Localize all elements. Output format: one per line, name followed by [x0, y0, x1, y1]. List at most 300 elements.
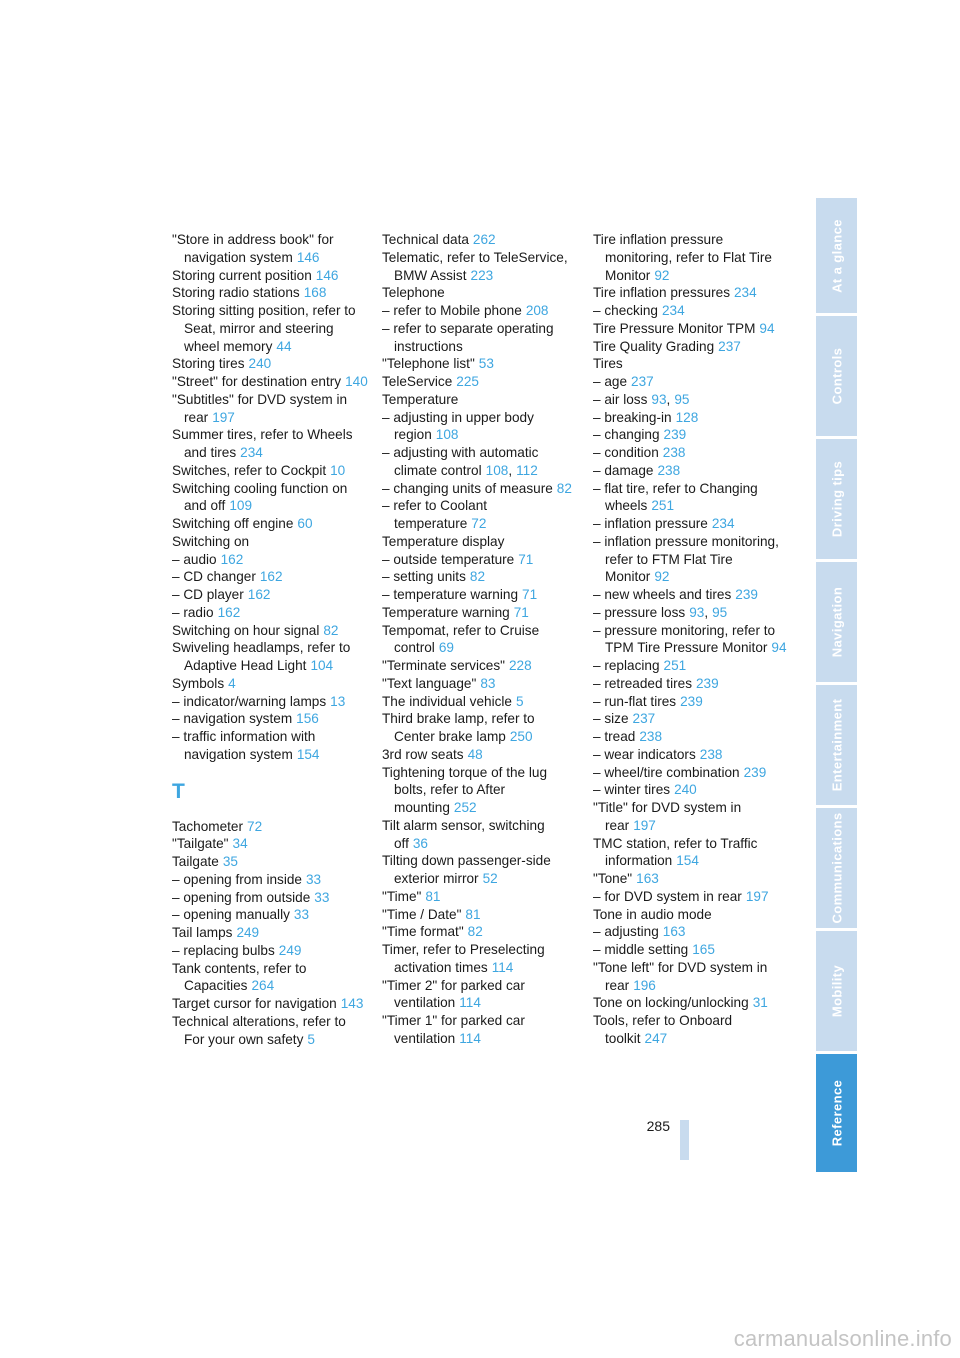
page-reference-link[interactable]: 234	[662, 303, 685, 318]
page-reference-link[interactable]: 108	[435, 427, 459, 443]
index-term: – winter tires	[593, 782, 671, 798]
index-term: Tailgate	[172, 854, 219, 869]
index-entry	[593, 781, 789, 799]
page-reference-link[interactable]: 83	[480, 675, 496, 691]
index-term: "Street" for destination entry	[172, 374, 342, 389]
page-reference-link[interactable]: 140	[345, 374, 368, 389]
index-entry	[593, 693, 789, 711]
page-reference-link[interactable]: 247	[644, 1030, 668, 1046]
index-term: – indicator/warning lamps	[172, 693, 327, 709]
page-reference-link[interactable]: 93	[651, 391, 667, 407]
index-entry	[382, 409, 578, 445]
page-reference-link[interactable]: 238	[699, 746, 723, 762]
index-entry	[382, 888, 578, 906]
page-reference-link[interactable]: 165	[692, 942, 715, 957]
chapter-tab-controls[interactable]	[816, 316, 857, 436]
page-reference-link[interactable]: 162	[220, 551, 244, 567]
page-reference-link[interactable]: 71	[518, 551, 534, 567]
index-entry	[172, 302, 368, 355]
chapter-tab-at-a-glance[interactable]	[816, 198, 857, 313]
index-entry	[172, 960, 368, 996]
page-reference-link[interactable]: 251	[663, 658, 687, 673]
page-reference-link[interactable]: 128	[675, 409, 699, 425]
page-reference-link[interactable]: 112	[516, 462, 538, 478]
index-entry	[593, 728, 789, 746]
index-term: TeleService	[382, 374, 453, 389]
page-reference-link[interactable]: 197	[212, 409, 235, 425]
index-term: – refer to Mobile phone	[382, 303, 522, 318]
page-reference-link[interactable]: 225	[456, 374, 479, 389]
index-term: Storing tires	[172, 356, 245, 372]
page-reference-link[interactable]: 162	[259, 569, 283, 585]
index-term: – checking	[593, 303, 658, 318]
page-reference-link[interactable]: 94	[759, 320, 775, 336]
chapter-tab-driving-tips[interactable]	[816, 439, 857, 559]
index-term: "Timer 2" for parked car ventilation	[382, 977, 525, 1011]
page-reference-link[interactable]: 234	[240, 445, 263, 460]
index-term: Telephone	[382, 285, 445, 301]
page-reference-link[interactable]: 44	[276, 338, 292, 354]
index-entry	[593, 302, 789, 320]
index-entry	[172, 267, 368, 285]
page-reference-link[interactable]: 13	[330, 693, 346, 709]
index-term: – opening from inside	[172, 871, 302, 887]
page-reference-link[interactable]: 114	[459, 1030, 481, 1046]
index-term: Tires	[593, 356, 623, 372]
index-entry	[382, 675, 578, 693]
page-reference-link[interactable]: 239	[680, 693, 703, 709]
index-term: Switching on	[172, 533, 250, 549]
page-reference-link[interactable]: 154	[676, 853, 699, 869]
page-reference-link[interactable]: 250	[509, 729, 533, 744]
index-term: – pressure loss	[593, 604, 686, 620]
index-entry	[382, 923, 578, 941]
index-entry	[172, 942, 368, 960]
index-term: 3rd row seats	[382, 746, 464, 762]
chapter-tab-reference[interactable]	[816, 1054, 857, 1172]
page-reference-link[interactable]: 114	[491, 959, 514, 975]
index-entry	[172, 639, 368, 675]
index-term: "Tone"	[593, 871, 633, 886]
index-entry	[172, 586, 368, 604]
page-reference-link[interactable]: 72	[471, 516, 487, 531]
page-reference-link[interactable]: 156	[296, 711, 319, 727]
index-entry	[172, 231, 368, 267]
page-reference-link[interactable]: 31	[752, 995, 768, 1011]
index-term: – navigation system	[172, 711, 293, 727]
watermark: carmanualsonline.info	[733, 1326, 952, 1351]
page-reference-link[interactable]: 48	[467, 746, 483, 762]
index-entry	[172, 1013, 368, 1049]
index-entry	[172, 728, 368, 764]
page-reference-link[interactable]: 10	[330, 462, 346, 478]
page-reference-link[interactable]: 146	[315, 267, 339, 283]
index-term: Symbols	[172, 675, 225, 691]
index-entry	[382, 373, 578, 391]
index-entry	[593, 764, 789, 782]
index-entry	[382, 497, 578, 533]
index-entry	[172, 533, 368, 551]
chapter-tab-entertainment[interactable]	[816, 685, 857, 805]
index-term: – inflation pressure monitoring, refer to FTM Flat Tire Monitor	[593, 533, 779, 585]
index-entry	[172, 818, 368, 836]
index-term: Temperature display	[382, 533, 505, 549]
index-term: – for DVD system in rear	[593, 888, 742, 904]
chapter-tab-label: Reference	[829, 1079, 844, 1147]
index-entry	[382, 693, 578, 711]
page-reference-link[interactable]: 264	[251, 978, 275, 994]
page-reference-link[interactable]: 168	[303, 285, 327, 301]
chapter-tab-communications[interactable]	[816, 808, 857, 928]
index-entry	[172, 710, 368, 728]
page-reference-link[interactable]: 228	[508, 658, 532, 673]
page-reference-link[interactable]: 114	[459, 995, 481, 1011]
index-term: Telematic, refer to TeleService, BMW Assist	[382, 249, 568, 283]
chapter-tab-label: At a glance	[829, 218, 844, 293]
index-term: Tempomat, refer to Cruise control	[382, 622, 540, 656]
page-reference-link[interactable]: 197	[633, 817, 656, 833]
page-reference-link[interactable]: 238	[662, 445, 686, 460]
index-term: – flat tire, refer to Changing wheels	[593, 480, 758, 514]
index-term: Tightening torque of the lug bolts, refer to After mounting	[382, 764, 548, 815]
index-term: "Terminate services"	[382, 658, 505, 673]
page-number-bar	[680, 1120, 689, 1160]
index-entry	[593, 533, 789, 586]
page-reference-link[interactable]: 104	[310, 658, 334, 673]
chapter-tab-label: Communications	[829, 812, 844, 924]
index-term: – adjusting in upper body region	[382, 409, 534, 443]
index-entry	[382, 231, 578, 249]
index-entry	[593, 906, 789, 924]
page-reference-link[interactable]: 234	[711, 516, 735, 531]
chapter-tabs	[816, 198, 857, 1175]
page-reference-link[interactable]: 239	[696, 675, 719, 691]
index-term: – audio	[172, 551, 217, 567]
index-term: – CD player	[172, 587, 244, 602]
index-term: Tire inflation pressures	[593, 285, 730, 301]
page-reference-link[interactable]: 72	[247, 818, 263, 834]
index-term: – CD changer	[172, 569, 256, 585]
index-term: "Tailgate"	[172, 836, 229, 852]
page-reference-link[interactable]: 92	[654, 267, 670, 283]
page-reference-link[interactable]: 93	[689, 604, 705, 620]
index-entry	[172, 835, 368, 853]
page-reference-link[interactable]: 163	[636, 871, 659, 886]
index-entry	[172, 426, 368, 462]
index-term: Tilting down passenger-side exterior mirror	[382, 853, 551, 886]
page-reference-link[interactable]: 240	[674, 782, 697, 798]
index-entry	[593, 426, 789, 444]
index-entry	[382, 657, 578, 675]
index-term: – traffic information with navigation system	[172, 729, 316, 762]
index-term: – wear indicators	[593, 746, 696, 762]
index-entry	[593, 373, 789, 391]
page-ref-separator: ,	[666, 391, 671, 407]
page-reference-link[interactable]: 237	[631, 374, 654, 389]
index-entry	[593, 835, 789, 871]
index-entry	[382, 746, 578, 764]
index-term: – outside temperature	[382, 551, 515, 567]
index-entry	[382, 941, 578, 977]
index-term: Technical alterations, refer to For your own safety	[172, 1013, 346, 1047]
index-term: – age	[593, 374, 628, 389]
index-entry	[172, 871, 368, 889]
index-term: "Store in address book" for navigation system	[172, 232, 334, 265]
page-reference-link[interactable]: 82	[467, 924, 483, 940]
index-term: – refer to Coolant temperature	[382, 498, 488, 531]
index-entry	[593, 710, 789, 728]
page-reference-link[interactable]: 52	[482, 871, 498, 886]
page-reference-link[interactable]: 92	[654, 569, 670, 585]
index-term: – middle setting	[593, 942, 689, 957]
index-term: – inflation pressure	[593, 516, 708, 531]
index-entry	[172, 604, 368, 622]
index-entry	[382, 249, 578, 285]
index-entry	[382, 622, 578, 658]
index-entry	[593, 515, 789, 533]
index-term: – damage	[593, 462, 654, 478]
index-entry	[382, 284, 578, 302]
index-term: "Subtitles" for DVD system in rear	[172, 391, 348, 425]
page-reference-link[interactable]: 5	[515, 693, 524, 709]
index-entry	[172, 373, 368, 391]
index-entry	[382, 764, 578, 817]
index-term: – air loss	[593, 391, 648, 407]
page-reference-link[interactable]: 5	[307, 1031, 315, 1047]
index-entry	[593, 231, 789, 284]
index-entry	[593, 1012, 789, 1048]
page-reference-link[interactable]: 234	[734, 285, 757, 301]
index-entry	[593, 284, 789, 302]
index-term: Tire Quality Grading	[593, 338, 715, 354]
index-entries-s	[172, 231, 368, 764]
page-reference-link[interactable]: 237	[632, 711, 656, 727]
index-term: "Time format"	[382, 924, 464, 940]
index-term: – adjusting with automatic climate control	[382, 445, 539, 478]
index-entry	[382, 817, 578, 853]
index-entry	[382, 977, 578, 1013]
index-term: – wheel/tire combination	[593, 764, 740, 780]
index-entry	[593, 675, 789, 693]
index-entry	[593, 994, 789, 1012]
page-reference-link[interactable]: 251	[651, 498, 675, 514]
page-reference-link[interactable]: 33	[293, 907, 310, 923]
index-term: Tire Pressure Monitor TPM	[593, 320, 756, 336]
page-reference-link[interactable]: 4	[228, 675, 236, 691]
page-reference-link[interactable]: 237	[718, 338, 741, 354]
page-reference-link[interactable]: 33	[305, 871, 322, 887]
index-term: Storing radio stations	[172, 285, 300, 301]
index-entry	[172, 693, 368, 711]
index-term: – refer to separate operating instructions	[382, 320, 554, 354]
index-term: "Tone left" for DVD system in rear	[593, 959, 768, 993]
index-term: – replacing bulbs	[172, 942, 275, 958]
index-entry	[593, 746, 789, 764]
index-column-1	[172, 231, 368, 1048]
index-entry	[382, 604, 578, 622]
page-reference-link[interactable]: 197	[745, 888, 769, 904]
index-entry	[172, 355, 368, 373]
index-term: Switches, refer to Cockpit	[172, 462, 327, 478]
page-reference-link[interactable]: 196	[633, 977, 656, 993]
index-term: – temperature warning	[382, 587, 519, 602]
index-term: Tire inflation pressure monitoring, refer to Flat Tire Monitor	[593, 232, 772, 283]
index-term: Storing current position	[172, 267, 312, 283]
page-reference-link[interactable]: 71	[513, 604, 529, 620]
index-entry	[172, 853, 368, 871]
page-reference-link[interactable]: 82	[469, 569, 486, 585]
index-term: – setting units	[382, 569, 466, 585]
index-term: – opening manually	[172, 907, 290, 923]
page-reference-link[interactable]: 33	[314, 889, 330, 905]
index-entry	[593, 799, 789, 835]
index-entry	[382, 586, 578, 604]
index-term: "Telephone list"	[382, 356, 475, 372]
index-entry	[593, 959, 789, 995]
index-entry	[172, 622, 368, 640]
index-term: "Time"	[382, 888, 422, 904]
index-entry	[172, 391, 368, 427]
page-reference-link[interactable]: 262	[472, 232, 496, 247]
index-term: Tone on locking/unlocking	[593, 995, 749, 1011]
page-reference-link[interactable]: 238	[639, 729, 663, 744]
index-term: Tools, refer to Onboard toolkit	[593, 1013, 733, 1046]
index-term: "Time / Date"	[382, 906, 462, 922]
page-reference-link[interactable]: 109	[229, 498, 253, 514]
page-reference-link[interactable]: 249	[236, 925, 260, 940]
index-entry	[382, 355, 578, 373]
index-entry	[593, 444, 789, 462]
index-term: – changing units of measure	[382, 480, 553, 496]
page-reference-link[interactable]: 34	[232, 836, 248, 852]
page-reference-link[interactable]: 249	[278, 942, 302, 958]
index-entry	[172, 480, 368, 516]
index-entry	[382, 480, 578, 498]
index-entries-t	[172, 818, 368, 1049]
page-reference-link[interactable]: 146	[296, 249, 320, 265]
page-reference-link[interactable]: 208	[525, 303, 549, 318]
index-term: – changing	[593, 427, 660, 443]
index-entry	[172, 515, 368, 533]
index-term: – size	[593, 711, 629, 727]
index-entry	[593, 338, 789, 356]
index-entry	[382, 320, 578, 356]
page-reference-link[interactable]: 240	[248, 356, 272, 372]
index-entry	[593, 941, 789, 959]
index-term: Target cursor for navigation	[172, 996, 337, 1011]
index-entry	[172, 462, 368, 480]
index-entry	[172, 995, 368, 1013]
index-entry	[172, 889, 368, 907]
index-entry	[172, 675, 368, 693]
index-entry	[593, 480, 789, 516]
page-reference-link[interactable]: 223	[470, 267, 494, 283]
index-entry	[382, 1012, 578, 1048]
page-reference-link[interactable]: 239	[663, 427, 687, 443]
page-reference-link[interactable]: 162	[217, 604, 241, 620]
index-term: Technical data	[382, 232, 469, 247]
page-reference-link[interactable]: 108	[485, 462, 509, 478]
index-entry	[172, 284, 368, 302]
index-term: Tilt alarm sensor, switching off	[382, 817, 545, 851]
page-reference-link[interactable]: 239	[743, 764, 767, 780]
index-entry	[382, 444, 578, 480]
index-term: TMC station, refer to Traffic information	[593, 835, 758, 869]
page-reference-link[interactable]: 238	[657, 462, 681, 478]
index-entry	[172, 924, 368, 942]
page-reference-link[interactable]: 81	[425, 888, 441, 904]
page-reference-link[interactable]: 36	[412, 835, 428, 851]
chapter-tab-label: Navigation	[829, 586, 844, 658]
index-term: – replacing	[593, 658, 660, 673]
index-entry	[593, 870, 789, 888]
page-reference-link[interactable]: 71	[522, 587, 538, 602]
index-entry	[593, 391, 789, 409]
index-term: – condition	[593, 445, 659, 460]
index-entry	[593, 355, 789, 373]
page-reference-link[interactable]: 69	[438, 640, 454, 656]
index-term: – adjusting	[593, 924, 659, 940]
index-column-3	[593, 231, 789, 1048]
index-entry	[172, 551, 368, 569]
index-entry	[172, 568, 368, 586]
page-reference-link[interactable]: 60	[297, 516, 313, 531]
index-entry	[382, 551, 578, 569]
page-reference-link[interactable]: 154	[296, 746, 320, 762]
index-entry	[593, 462, 789, 480]
index-entry	[172, 906, 368, 924]
index-term: – tread	[593, 729, 636, 744]
page-reference-link[interactable]: 81	[465, 906, 481, 922]
page-reference-link[interactable]: 82	[323, 622, 339, 638]
index-entry	[382, 302, 578, 320]
page-reference-link[interactable]: 143	[340, 996, 364, 1011]
page-ref-separator: ,	[508, 462, 513, 478]
index-term: "Title" for DVD system in rear	[593, 800, 742, 833]
index-term: The individual vehicle	[382, 693, 512, 709]
index-term: Summer tires, refer to Wheels and tires	[172, 427, 353, 460]
page-reference-link[interactable]: 95	[674, 391, 690, 407]
page-reference-link[interactable]: 35	[222, 854, 238, 869]
page-reference-link[interactable]: 94	[771, 640, 787, 656]
index-term: – radio	[172, 604, 214, 620]
index-entry	[382, 568, 578, 586]
index-term: Switching cooling function on and off	[172, 480, 348, 514]
index-entry	[382, 906, 578, 924]
chapter-tab-label: Mobility	[829, 964, 844, 1018]
page-number: 285	[646, 1118, 670, 1134]
page-reference-link[interactable]: 82	[556, 480, 572, 496]
index-entry	[593, 657, 789, 675]
chapter-tab-mobility[interactable]	[816, 931, 857, 1051]
index-term: Storing sitting position, refer to Seat, mirror and steering wheel memory	[172, 303, 356, 354]
page-reference-link[interactable]: 239	[735, 587, 758, 602]
chapter-tab-navigation[interactable]	[816, 562, 857, 682]
page-reference-link[interactable]: 162	[247, 587, 271, 602]
page-reference-link[interactable]: 163	[662, 924, 686, 940]
chapter-tab-label: Driving tips	[829, 460, 844, 538]
index-term: Temperature warning	[382, 604, 510, 620]
chapter-tab-label: Entertainment	[829, 698, 844, 792]
index-entry	[593, 604, 789, 622]
index-entry	[593, 888, 789, 906]
index-entry	[593, 923, 789, 941]
page-reference-link[interactable]: 95	[712, 604, 728, 620]
page-reference-link[interactable]: 53	[478, 356, 494, 372]
page-reference-link[interactable]: 252	[453, 800, 477, 815]
index-entry	[593, 409, 789, 427]
index-entry	[382, 710, 578, 746]
